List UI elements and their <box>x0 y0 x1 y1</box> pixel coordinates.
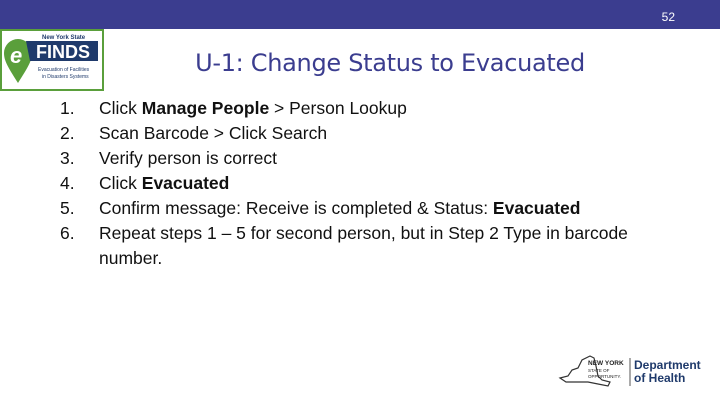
step-text: Click <box>99 98 142 118</box>
steps-list <box>60 96 660 271</box>
step-text: Verify person is correct <box>99 148 277 168</box>
step-item <box>60 221 660 271</box>
page-title: U-1: Change Status to Evacuated <box>195 49 585 77</box>
logo-e: e <box>10 43 23 68</box>
step-text: Confirm message: Receive is completed & Status: <box>99 198 493 218</box>
dept-line-1: Department <box>634 358 701 372</box>
efinds-logo <box>0 29 104 91</box>
step-item <box>60 121 660 146</box>
dept-line-2: of Health <box>634 371 686 385</box>
nys-doh-logo <box>558 352 703 392</box>
logo-sub-1: Evacuation of Facilities <box>38 67 90 73</box>
step-text: Click <box>99 173 142 193</box>
step-item <box>60 196 660 221</box>
step-number: 1. <box>60 98 75 118</box>
step-text: > Person Lookup <box>269 98 407 118</box>
top-bar <box>0 0 720 29</box>
slide-number: 52 <box>661 10 675 24</box>
nys-line-3: OPPORTUNITY. <box>588 374 622 379</box>
logo-brand: FINDS <box>36 42 90 62</box>
step-number: 5. <box>60 198 75 218</box>
logo-sub-2: in Disasters Systems <box>42 74 89 80</box>
step-text-bold: Evacuated <box>492 198 581 218</box>
step-number: 4. <box>60 173 75 193</box>
step-text: Repeat steps 1 – 5 for second person, but in Step 2 Type in barcode number. <box>99 223 628 268</box>
step-item <box>60 96 660 121</box>
logo-top-text: New York State <box>42 35 86 41</box>
nys-line-2: STATE OF <box>588 368 610 373</box>
step-number: 2. <box>60 123 75 143</box>
step-text-bold: Manage People <box>141 98 270 118</box>
nys-line-1: NEW YORK <box>588 360 624 367</box>
step-item <box>60 146 660 171</box>
step-text: Scan Barcode > Click Search <box>99 123 328 143</box>
step-number: 6. <box>60 223 75 243</box>
step-number: 3. <box>60 148 75 168</box>
step-item <box>60 171 660 196</box>
step-text-bold: Evacuated <box>141 173 230 193</box>
